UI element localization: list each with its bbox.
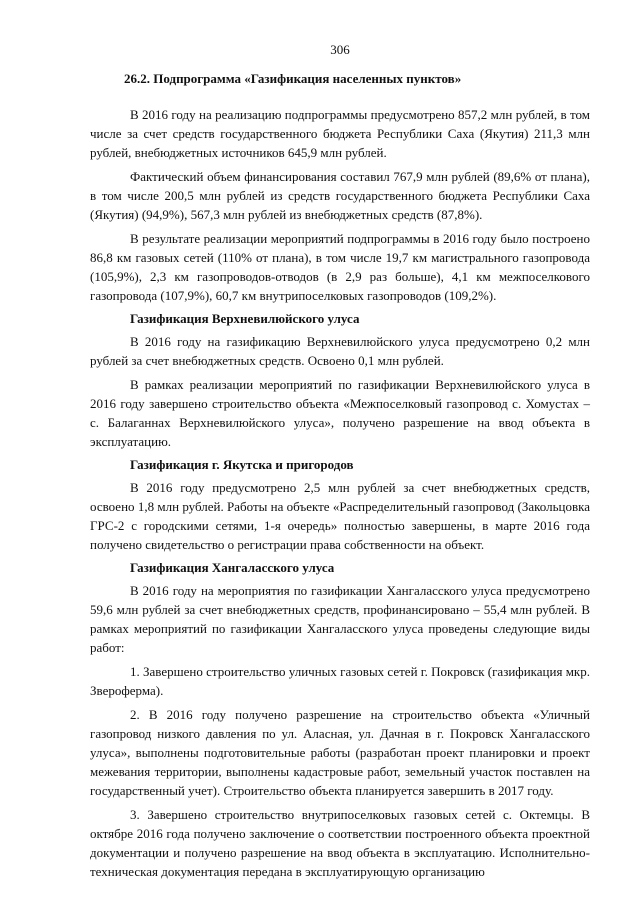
paragraph-intro-actual-financing: Фактический объем финансирования составил 767,9 млн рублей (89,6% от плана), в том числе 200,5 млн рублей из средств государственного бюджета Республики Саха (Якутия) (94,9%), 567,3 млн рублей из внебюджетных средств (87,8%). [90, 169, 590, 222]
paragraph-yakutsk: В 2016 году предусмотрено 2,5 млн рублей за счет внебюджетных средств, освоено 1,8 млн рублей. Работы на объекте «Распределительный газопровод (Закольцовка ГРС-2 с городскими сетями, 1-я очередь» полностью завершены, в марте 2016 года получено свидетельство о регистрации права собственности на объект. [90, 480, 590, 552]
paragraph-intro-funding: В 2016 году на реализацию подпрограммы предусмотрено 857,2 млн рублей, в том числе за счет средств государственного бюджета Республики Саха (Якутия) 211,3 млн рублей, внебюджетных источников 645,9 млн рублей. [90, 107, 590, 160]
subsection-title-verkhnevilyuysk: Газификация Верхневилюйского улуса [130, 311, 360, 326]
section-title: 26.2. Подпрограмма «Газификация населенных пунктов» [124, 71, 462, 86]
paragraph-khangalassky-funding: В 2016 году на мероприятия по газификации Хангаласского улуса предусмотрено 59,6 млн рублей за счет внебюджетных средств, профинансировано – 55,4 млн рублей. В рамках мероприятий по газификации Хангаласского улуса проведены следующие виды работ: [90, 583, 590, 655]
paragraph-khangalassky-item-2: 2. В 2016 году получено разрешение на строительство объекта «Уличный газопровод низкого давления по ул. Аласная, ул. Дачная в г. Покровск Хангаласского улуса», выполнены подготовительные работы (разработан проект планировки и проект межевания территории, выполнены кадастровые работ, земельный участок поставлен на государственный учет). Строительство объекта планируется завершить в 2017 году. [90, 707, 590, 798]
paragraph-khangalassky-item-1: 1. Завершено строительство уличных газовых сетей г. Покровск (газификация мкр. Звероферма). [90, 664, 590, 698]
paragraph-verkhnevilyuysk-funding: В 2016 году на газификацию Верхневилюйского улуса предусмотрено 0,2 млн рублей за счет внебюджетных средств. Освоено 0,1 млн рублей. [90, 334, 590, 368]
page-number: 306 [330, 42, 350, 57]
paragraph-verkhnevilyuysk-construction: В рамках реализации мероприятий по газификации Верхневилюйского улуса в 2016 году завершено строительство объекта «Межпоселковый газопровод с. Хомустах – с. Балаганнах Верхневилюйского улуса», получено разрешение на ввод объекта в эксплуатацию. [90, 377, 590, 449]
paragraph-khangalassky-item-3: 3. Завершено строительство внутрипоселковых газовых сетей с. Октемцы. В октябре 2016 года получено заключение о соответствии построенного объекта проектной документации и получено разрешение на ввод объекта в эксплуатацию. Исполнительно-техническая документация передана в эксплуатирующую организацию [90, 807, 590, 879]
subsection-title-yakutsk: Газификация г. Якутска и пригородов [130, 457, 354, 472]
paragraph-intro-results: В результате реализации мероприятий подпрограммы в 2016 году было построено 86,8 км газовых сетей (110% от плана), в том числе 19,7 км магистрального газопровода (105,9%), 2,3 км газопроводов-отводов (в 2,9 раз больше), 4,1 км межпоселкового газопровода (107,9%), 60,7 км внутрипоселковых газопроводов (109,2%). [90, 231, 590, 303]
subsection-title-khangalassky: Газификация Хангаласского улуса [130, 560, 335, 575]
